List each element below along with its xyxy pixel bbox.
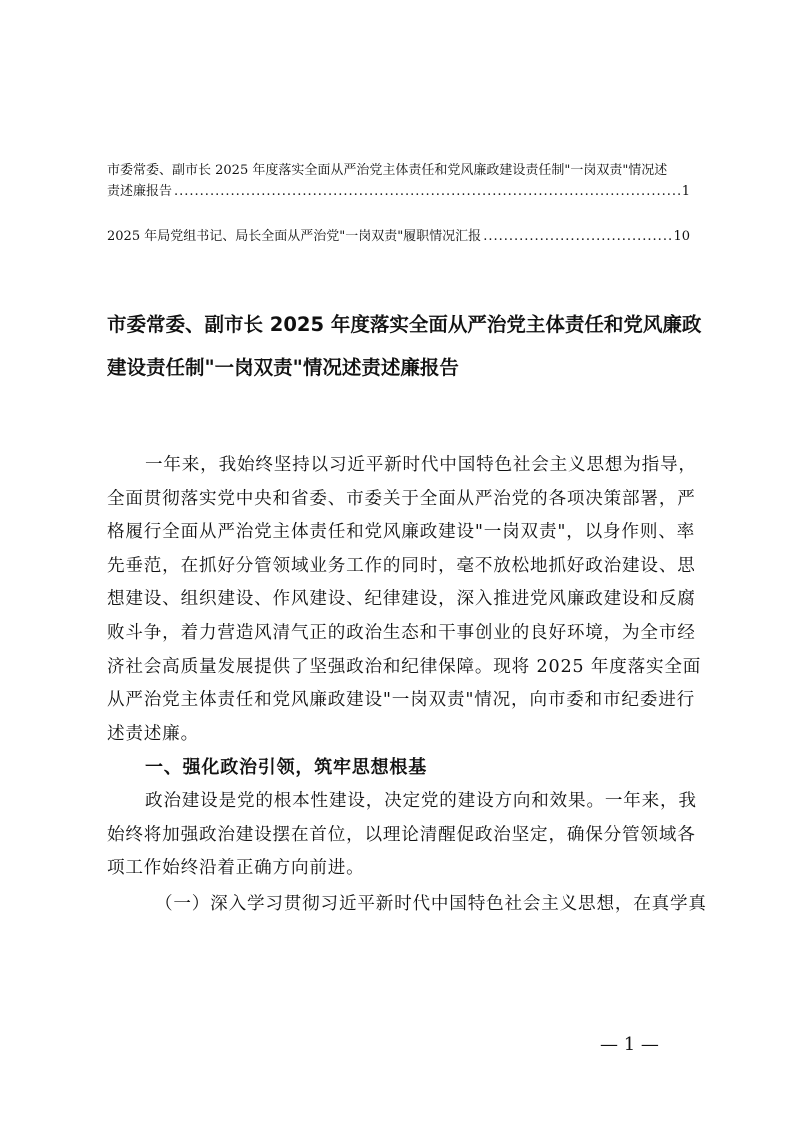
subsection-heading: （一）深入学习贯彻习近平新时代中国特色社会主义思想，在真学真 [155,893,707,914]
toc-entry-text: 市委常委、副市长 2025 年度落实全面从严治党主体责任和党风廉政建设责任制"一岗双责"情况述 [107,163,668,178]
text-line: 一年来，我始终坚持以习近平新时代中国特色社会主义思想为指导， [145,455,697,475]
text-line: 格履行全面从严治党主体责任和党风廉政建设"一岗双责"，以身作则、率 [107,522,695,543]
text-line: 全面贯彻落实党中央和省委、市委关于全面从严治党的各项决策部署，严 [107,488,696,509]
text-line: 济社会高质量发展提供了坚强政治和纪律保障。现将 2025 年度落实全面 [107,656,702,677]
toc-entry-text: 2025 年局党组书记、局长全面从严治党"一岗双责"履职情况汇报 [107,229,482,244]
toc-page-number: 1 [681,184,690,199]
paragraph-political [107,785,697,886]
text-line: 想建设、组织建设、作风建设、纪律建设，深入推进党风廉政建设和反腐 [107,589,696,610]
toc-leader-dots [483,226,671,247]
text-line: 败斗争，着力营造风清气正的政治生态和干事创业的良好环境，为全市经 [107,622,696,643]
toc-page-number: 10 [673,229,690,244]
section-heading: 一、强化政治引领，筑牢思想根基 [145,757,427,779]
document-body [107,449,707,921]
page-number: — 1 — [600,1034,659,1055]
text-line: 项工作始终沿着正确方向前进。 [107,858,365,879]
text-line: 从严治党主体责任和党风廉政建设"一岗双责"情况，向市委和市纪委进行 [107,690,695,711]
toc-leader-dots [174,181,680,202]
text-line: 先垂范，在抓好分管领域业务工作的同时，毫不放松地抓好政治建设、思 [107,555,696,576]
toc-entry-1[interactable] [107,160,690,202]
title-line: 市委常委、副市长 2025 年度落实全面从严治党主体责任和党风廉政 [107,313,702,336]
document-title [107,303,702,389]
text-line: 述责述廉。 [107,723,199,744]
title-line: 建设责任制"一岗双责"情况述责述廉报告 [107,356,459,379]
toc-entry-text: 责述廉报告 [107,184,173,199]
text-line: 政治建设是党的根本性建设，决定党的建设方向和效果。一年来，我 [145,790,697,811]
text-line: 始终将加强政治建设摆在首位，以理论清醒促政治坚定，确保分管领域各 [107,824,696,845]
toc-entry-2[interactable] [107,226,690,247]
paragraph-intro [107,449,702,751]
